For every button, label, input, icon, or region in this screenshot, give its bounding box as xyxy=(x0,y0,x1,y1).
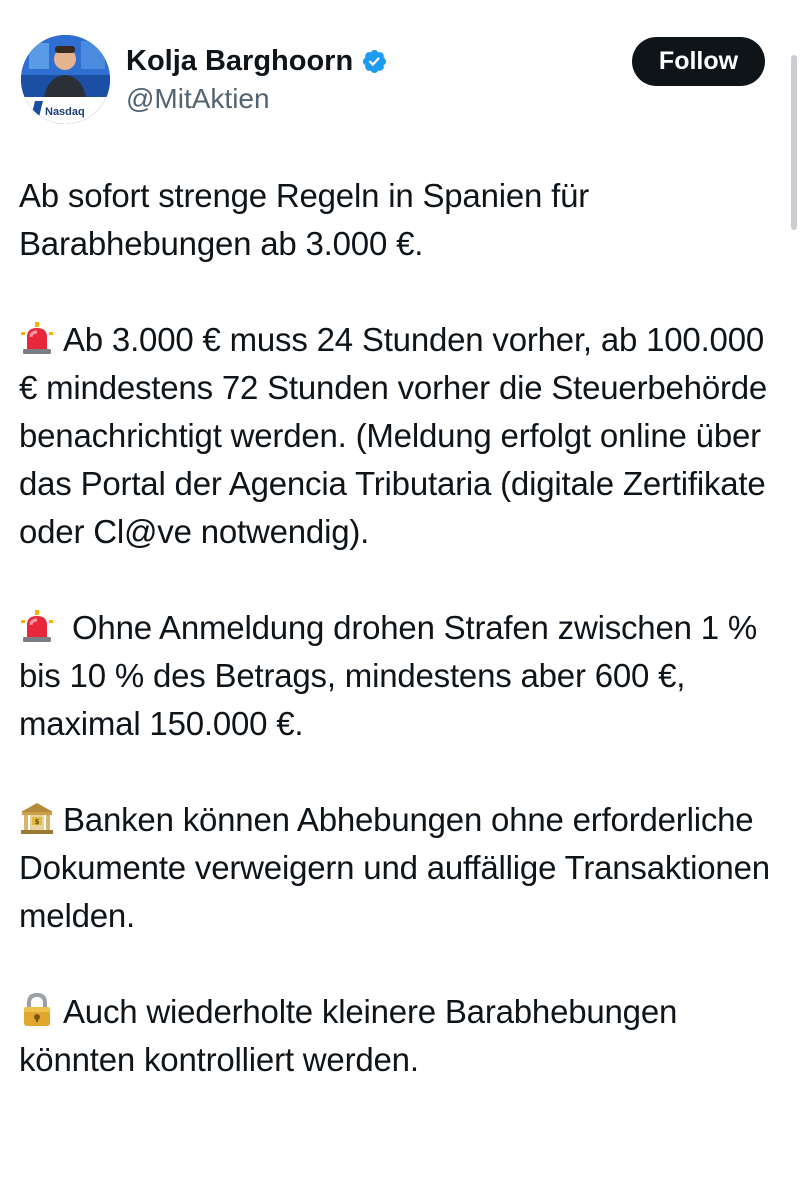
author-display-name[interactable]: Kolja Barghoorn xyxy=(126,45,354,77)
tweet-paragraph-text: Banken können Abhebungen ohne erforderliche Dokumente verweigern und auffällige Transaktionen melden. xyxy=(19,801,770,934)
svg-text:$: $ xyxy=(34,818,40,826)
follow-button[interactable]: Follow xyxy=(632,37,765,86)
tweet-paragraph xyxy=(19,172,789,268)
lock-icon xyxy=(19,992,55,1028)
avatar-image xyxy=(21,35,110,124)
avatar-caption: Nasdaq xyxy=(45,106,85,118)
bank-icon xyxy=(19,800,55,836)
author-handle[interactable]: @MitAktien xyxy=(126,83,270,114)
tweet-paragraph-text: Ab 3.000 € muss 24 Stunden vorher, ab 100.000 € mindestens 72 Stunden vorher die Steuerbehörde benachrichtigt werden. (Meldung erfolgt online über das Portal der Agencia Tributaria (digitale Zertifikate oder Cl@ve notwendig). xyxy=(19,321,768,550)
rotating-light-icon xyxy=(19,608,55,644)
verified-badge-icon xyxy=(361,48,388,75)
tweet-paragraph xyxy=(19,316,789,556)
tweet-paragraph xyxy=(19,796,789,940)
avatar[interactable] xyxy=(21,35,110,124)
author-name-row xyxy=(126,42,388,80)
tweet-paragraph-text: Auch wiederholte kleinere Barabhebungen könnten kontrolliert werden. xyxy=(19,993,678,1078)
scrollbar[interactable] xyxy=(791,55,797,230)
tweet-paragraph xyxy=(19,604,789,748)
rotating-light-icon xyxy=(19,320,55,356)
tweet-paragraph xyxy=(19,988,789,1084)
tweet-paragraph-text: Ab sofort strenge Regeln in Spanien für Barabhebungen ab 3.000 €. xyxy=(19,177,590,262)
tweet-paragraph-text: Ohne Anmeldung drohen Strafen zwischen 1 % bis 10 % des Betrags, mindestens aber 600 €, maximal 150.000 €. xyxy=(19,609,758,742)
tweet-header xyxy=(0,0,800,140)
tweet-text xyxy=(19,172,789,1084)
